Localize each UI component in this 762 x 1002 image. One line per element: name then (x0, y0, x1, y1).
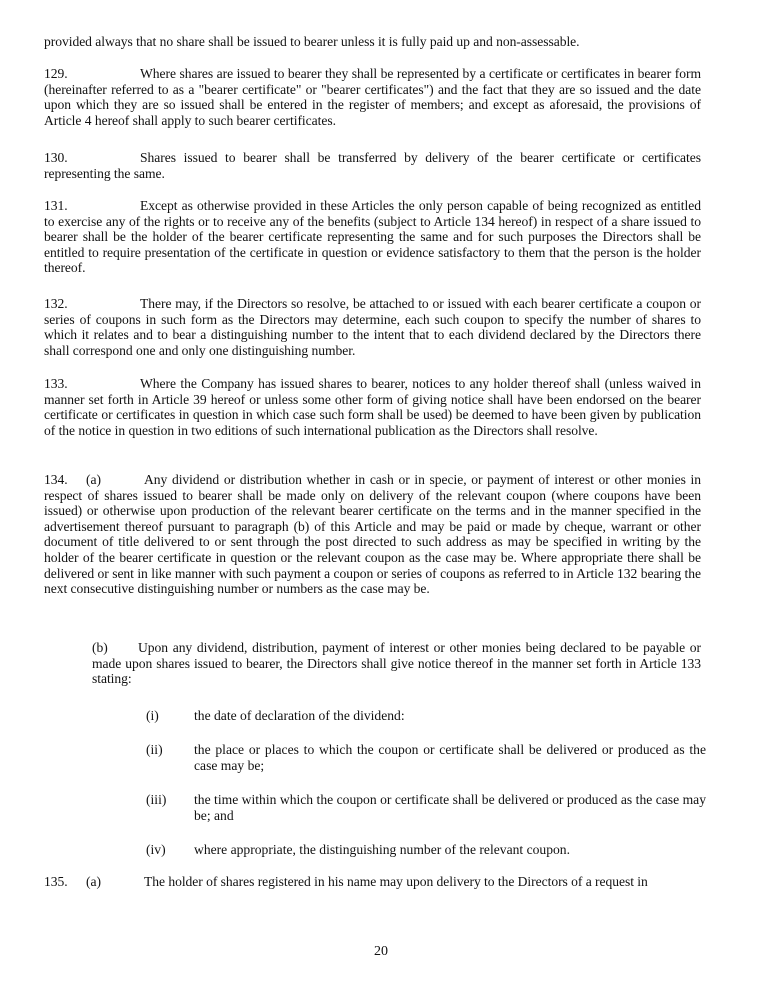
item-label: (ii) (146, 742, 163, 757)
article-132 (44, 296, 701, 358)
article-text: Shares issued to bearer shall be transferred by delivery of the bearer certificate or certificates representing the same. (44, 150, 701, 181)
list-item (146, 842, 706, 858)
page-number: 20 (374, 944, 388, 959)
article-131 (44, 198, 701, 276)
paragraph-text: Any dividend or distribution whether in cash or in specie, or payment of interest or other monies in respect of shares issued to bearer shall be made only on delivery of the relevant coupon (where coupons have been issued) or otherwise upon production of the relevant bearer certificate on the terms and in the manner specified in the advertisement thereof pursuant to paragraph (b) of this Article and may be paid or made by cheque, warrant or other document of title delivered to or sent through the post directed to such address as may be specified in writing by the holder of the bearer certificate in question or the relevant coupon as the case may be. Where appropriate there shall be delivered or sent in like manner with such payment a coupon or series of coupons as referred to in Article 132 bearing the next consecutive distinguishing number or numbers as the case may be. (44, 472, 701, 597)
list-item (146, 742, 706, 773)
paragraph-text: The holder of shares registered in his name may upon delivery to the Directors of a request in (144, 874, 648, 889)
article-129 (44, 66, 701, 128)
paragraph-label: (a) (86, 472, 101, 487)
article-number: 129. (44, 66, 68, 81)
article-134-b (44, 640, 701, 687)
article-130 (44, 150, 701, 181)
item-text: the date of declaration of the dividend: (194, 708, 405, 723)
opening-paragraph (44, 34, 701, 50)
article-number: 135. (44, 874, 68, 889)
article-133 (44, 376, 701, 438)
article-number: 132. (44, 296, 68, 311)
article-number: 133. (44, 376, 68, 391)
list-item (146, 708, 706, 724)
article-text: There may, if the Directors so resolve, be attached to or issued with each bearer certificate a coupon or series of coupons in such form as the Directors may determine, each such coupon to specify the number of shares to which it relates and to bear a distinguishing number to the intent that to each dividend declared by the Directors there shall correspond one and only one distinguishing number. (44, 296, 701, 358)
item-text: the time within which the coupon or certificate shall be delivered or produced as the case may be; and (194, 792, 706, 823)
paragraph-text: Upon any dividend, distribution, payment of interest or other monies being declared to be payable or made upon shares issued to bearer, the Directors shall give notice thereof in the manner set forth in Article 133 stating: (92, 640, 701, 687)
article-number: 134. (44, 472, 68, 487)
article-number: 131. (44, 198, 68, 213)
article-135-a (44, 874, 701, 890)
paragraph-label: (a) (86, 874, 101, 889)
list-item (146, 792, 706, 823)
item-text: where appropriate, the distinguishing number of the relevant coupon. (194, 842, 570, 857)
article-number: 130. (44, 150, 68, 165)
article-text: Except as otherwise provided in these Articles the only person capable of being recognized as entitled to exercise any of the rights or to receive any of the benefits (subject to Article 134 hereof) in respect of a share issued to bearer shall be the holder of the bearer certificate representing the same and for such purposes the Directors shall be entitled to require presentation of the certificate in question or evidence satisfactory to them that the person is the holder thereof. (44, 198, 701, 276)
article-text: Where shares are issued to bearer they shall be represented by a certificate or certificates in bearer form (hereinafter referred to as a "bearer certificate" or "bearer certificates") and the fact that they are so issued and the date upon which they are so issued shall be entered in the register of members; and except as aforesaid, the provisions of Article 4 hereof shall apply to such bearer certificates. (44, 66, 701, 128)
paragraph-label: (b) (92, 640, 108, 655)
item-text: the place or places to which the coupon or certificate shall be delivered or produced as the case may be; (194, 742, 706, 773)
item-label: (i) (146, 708, 159, 723)
article-text: Where the Company has issued shares to bearer, notices to any holder thereof shall (unless waived in manner set forth in Article 39 hereof or unless some other form of giving notice shall have been endorsed on the bearer certificate or certificates in question in which case such form shall be used) be deemed to have been given by publication of the notice in question in two editions of such international publication as the Directors shall resolve. (44, 376, 701, 438)
item-label: (iv) (146, 842, 166, 857)
opening-text: provided always that no share shall be issued to bearer unless it is fully paid up and non-assessable. (44, 34, 580, 49)
article-134-a (44, 472, 701, 597)
item-label: (iii) (146, 792, 167, 807)
